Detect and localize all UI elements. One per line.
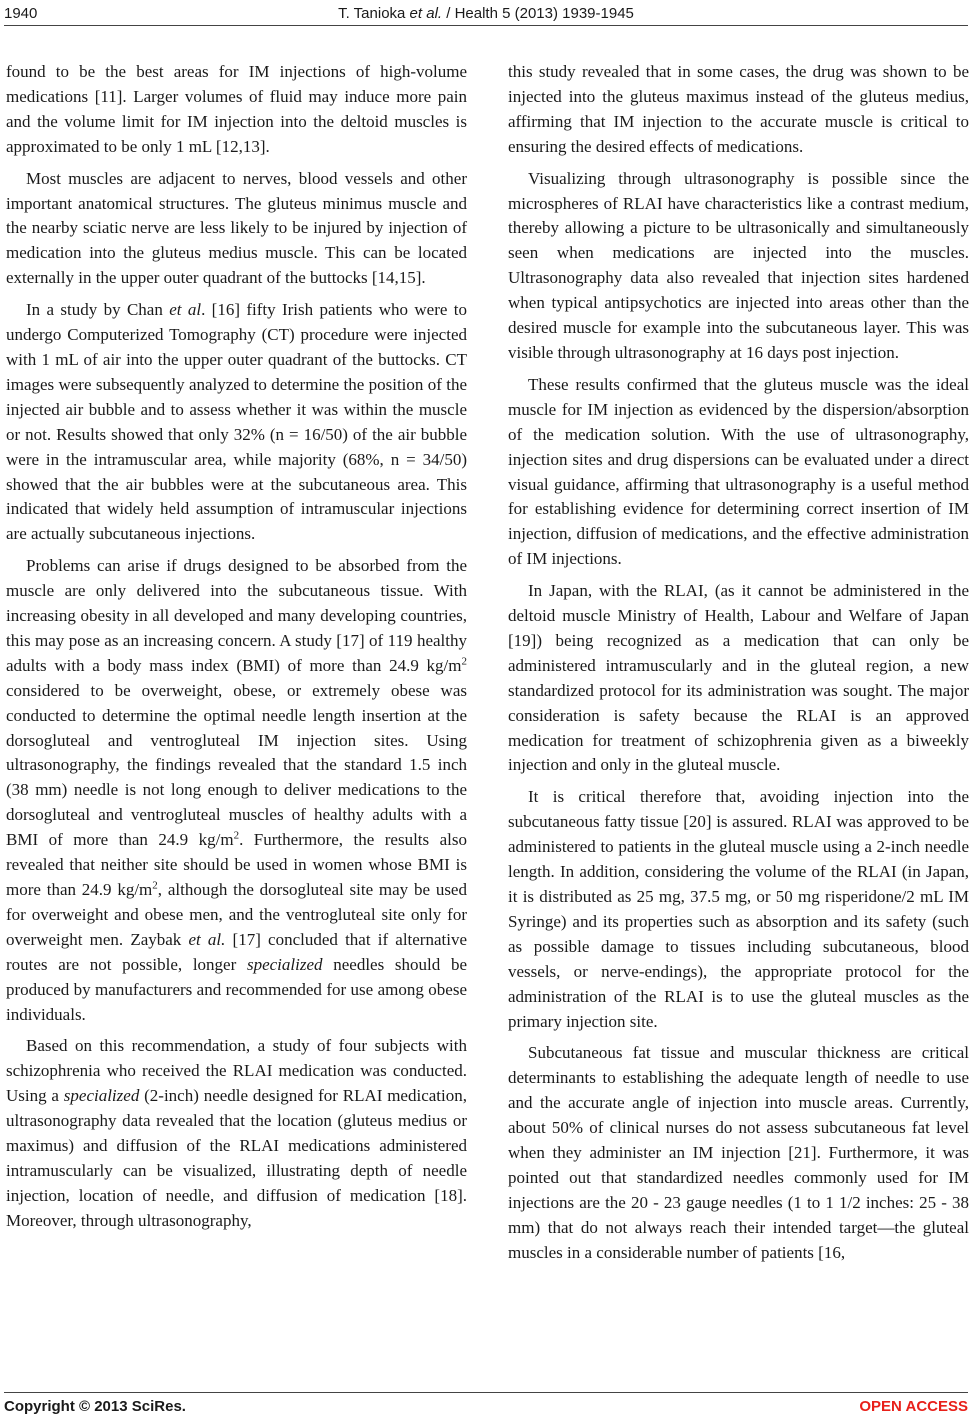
paragraph: Most muscles are adjacent to nerves, blood vessels and other important anatomical structures. The gluteus minimus muscle and the nearby sciatic nerve are less likely to be injured by injection of medication into the gluteus medius muscle. This can be located externally in the upper outer quadrant of the buttocks [14,15]. <box>6 168 467 288</box>
superscript: 2 <box>152 879 158 892</box>
open-access-label: OPEN ACCESS <box>859 1398 968 1415</box>
running-head <box>0 5 972 22</box>
footer-rule <box>4 1392 968 1393</box>
paragraph: found to be the best areas for IM injections of high-volume medications [11]. Larger volumes of fluid may induce more pain and the volume limit for IM injection into the deltoid muscles is approximated to be only 1 mL [12,13]. <box>6 62 467 156</box>
text-run: Based on this recommendation, a study of four subjects with schizophrenia who received the RLAI medication was conducted. Using a <box>6 1036 467 1106</box>
italic-text: et al. <box>188 929 226 949</box>
page-number: 1940 <box>4 5 38 22</box>
paragraph <box>6 1034 467 1233</box>
header-rule <box>4 25 968 26</box>
paragraph <box>6 554 467 1027</box>
text-run: considered to be overweight, obese, or extremely obese was conducted to determine the optimal needle length insertion at the dorsogluteal and ventrogluteal IM injection sites. Using ultrasonography, the findings revealed that the standard 1.5 inch (38 mm) needle is not long enough to deliver medications to the dorsogluteal and ventrogluteal muscles of healthy adults with a BMI of more than 24.9 kg/m <box>6 680 467 850</box>
text-run: (2-inch) needle designed for RLAI medication, ultrasonography data revealed that the location (gluteus medius or maximus) and diffusion of the RLAI medications administered intramuscularly can be visualized, illustrating depth of needle injection, location of needle, and diffusion of medication [18]. Moreover, through ultrasonography, <box>6 1086 467 1230</box>
text-run: . Furthermore, the results also revealed that neither site should be used in women whose BMI is more than 24.9 kg/m <box>6 830 468 899</box>
italic-text: specialized <box>63 1086 140 1106</box>
italic-text: specialized <box>246 954 323 974</box>
text-run: Problems can arise if drugs designed to be absorbed from the muscle are only delivered into the subcutaneous tissue. With increasing obesity in all developed and many developing countries, this may pose as an increasing concern. A study [17] of 119 healthy adults with a body mass index (BMI) of more than 24.9 kg/m <box>6 556 467 675</box>
text-run: , although the dorsogluteal site may be used for overweight and obese men, and the ventrogluteal site only for overweight men. Zaybak <box>6 880 467 949</box>
superscript: 2 <box>233 829 240 842</box>
italic-text: et al <box>169 300 202 320</box>
right-column <box>508 60 969 1273</box>
copyright-notice: Copyright © 2013 SciRes. <box>4 1398 186 1415</box>
text-run: In a study by Chan <box>26 300 170 320</box>
paragraph: It is critical therefore that, avoiding injection into the subcutaneous fatty tissue [20] is assured. RLAI was approved to be administered to patients in the gluteal muscle using a 2-inch needle length. In addition, considering the volume of the RLAI (in Japan, it is distributed as 25 mg, 37.5 mg, or 50 mg risperidone/2 mL IM Syringe) and its properties such as absorption and its safety (such as possible damage to tissues including subcutaneous, blood vessels, or nerve-endings), the appropriate protocol for the administration of the RLAI is to use the gluteal muscles as the primary injection site. <box>508 787 969 1031</box>
paragraph: In Japan, with the RLAI, (as it cannot be administered in the deltoid muscle Ministry of Health, Labour and Welfare of Japan [19]) being recognized as a medication that can only be administered intramuscularly and in the gluteal region, a new standardized protocol for its administration was sought. The major consideration is safety because the RLAI is an approved medication for treatment of schizophrenia given as a biweekly injection and only in the gluteal muscle. <box>508 581 969 775</box>
running-head-et-al: et al. <box>409 5 443 22</box>
text-run: [17] concluded that if alternative routes are not possible, longer <box>6 929 468 974</box>
paragraph <box>6 298 467 547</box>
left-column <box>6 60 467 1241</box>
running-head-authors: T. Tanioka <box>338 5 410 22</box>
paragraph: Subcutaneous fat tissue and muscular thickness are critical determinants to establishing the adequate length of needle to use and the accurate angle of injection into muscle areas. Currently, about 50% of clinical nurses do not assess subcutaneous fat level when they administer an IM injection [21]. Furthermore, it was pointed out that standardized needles commonly used for IM injections are the 20 - 23 gauge needles (1 to 1 1/2 inches: 25 - 38 mm) that do not always reach their intended target—the gluteal muscles in a considerable number of patients [16, <box>508 1043 969 1262</box>
text-run: . [16] fifty Irish patients who were to undergo Computerized Tomography (CT) procedure were injected with 1 mL of air into the upper outer quadrant of the buttocks. CT images were subsequently analyzed to determine the position of the injected air bubble and to assess whether it was within the muscle or not. Results showed that only 32% (n = 16/50) of the air bubble were in the intramuscular area, while majority (68%, n = 34/50) showed that the air bubbles were at the subcutaneous area. This indicated that widely held assumption of intramuscular injections are actually subcutaneous injections. <box>6 300 467 544</box>
superscript: 2 <box>461 655 467 668</box>
paragraph: this study revealed that in some cases, the drug was shown to be injected into the gluteus maximus instead of the gluteus medius, affirming that IM injection to the accurate muscle is critical to ensuring the desired effects of medications. <box>508 62 969 156</box>
text-run: needles should be produced by manufacturers and recommended for use among obese individuals. <box>6 954 467 1024</box>
paragraph: Visualizing through ultrasonography is possible since the microspheres of RLAI have characteristics like a contrast medium, thereby allowing a picture to be ultrasonically and simultaneously seen when medications are injected into the muscles. Ultrasonography data also revealed that injection sites hardened when typical antipsychotics are injected into areas other than the desired muscle for example into the subcutaneous layer. This was visible through ultrasonography at 16 days post injection. <box>508 168 969 362</box>
paragraph: These results confirmed that the gluteus muscle was the ideal muscle for IM injection as evidenced by the dispersion/absorption of the medication solution. With the use of ultrasonography, injection sites and drug dispersions can be evaluated under a direct visual guidance, affirming that ultrasonography is a useful method for establishing evidence for determining correct insertion of IM injection, diffusion of medications, and the effective administration of IM injections. <box>508 374 969 569</box>
running-head-citation: / Health 5 (2013) 1939-1945 <box>442 5 634 22</box>
